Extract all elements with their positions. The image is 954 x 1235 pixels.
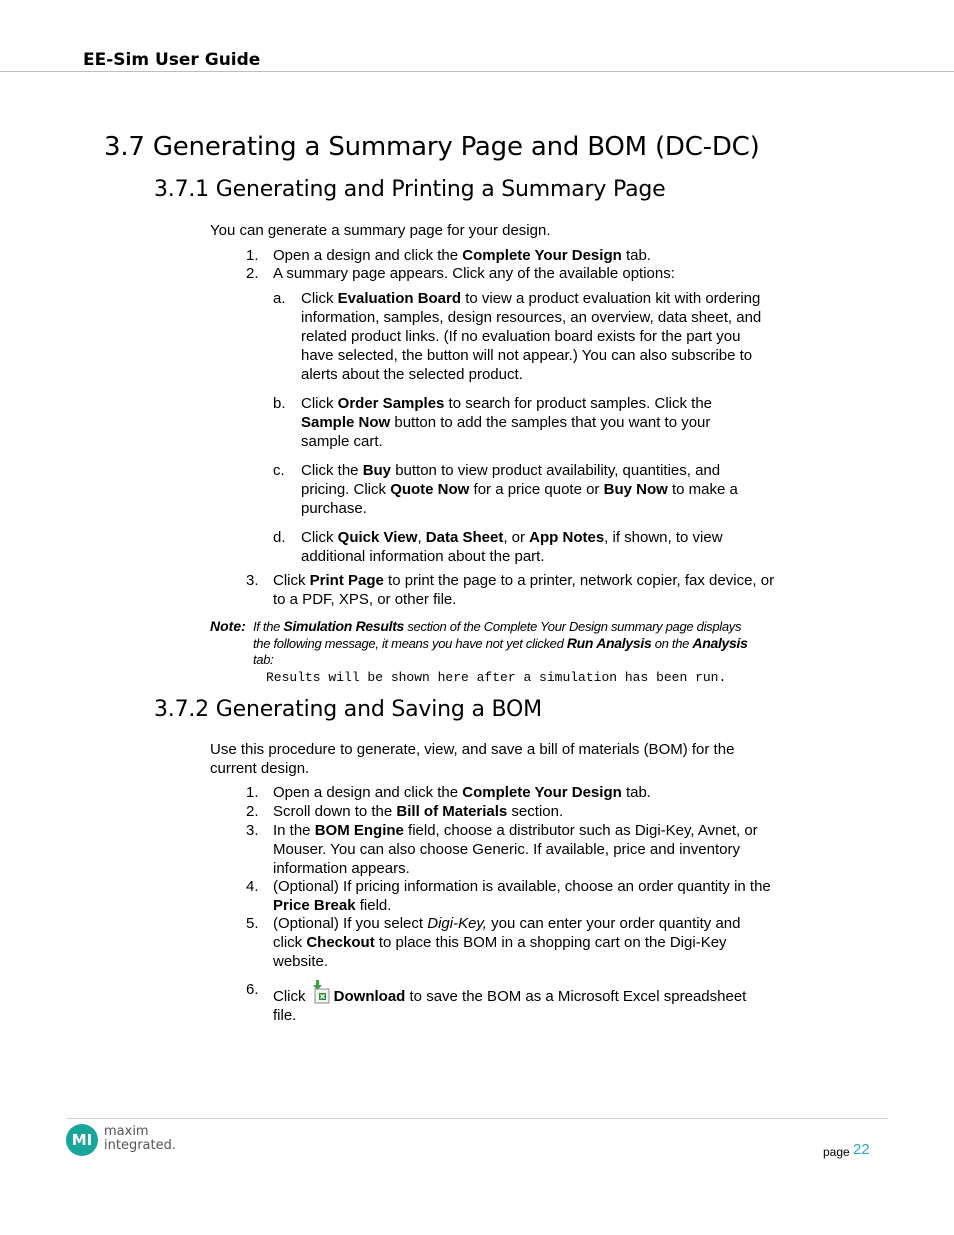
substep-label: a.	[273, 290, 286, 307]
step-number: 6.	[246, 981, 259, 998]
step-number: 2.	[246, 265, 259, 282]
section-title: 3.7 Generating a Summary Page and BOM (DC-DC)	[104, 132, 760, 162]
step-number: 3.	[246, 822, 259, 839]
header-divider	[0, 71, 954, 72]
step-text: Open a design and click the Complete Your Design tab.	[273, 784, 651, 801]
substep-text: Click Quick View, Data Sheet, or App Notes, if shown, to view additional information about the part.	[301, 529, 723, 565]
step-number: 3.	[246, 572, 259, 589]
footer-divider	[66, 1118, 888, 1119]
step-number: 5.	[246, 915, 259, 932]
step-text: (Optional) If pricing information is available, choose an order quantity in the Price Break field.	[273, 878, 771, 914]
step-number: 4.	[246, 878, 259, 895]
step-text: In the BOM Engine field, choose a distributor such as Digi-Key, Avnet, or Mouser. You can also choose Generic. If available, price and inventory information appears.	[273, 822, 758, 877]
step-text: Open a design and click the Complete Your Design tab.	[273, 247, 651, 264]
header-title: EE-Sim User Guide	[83, 50, 261, 70]
brand-text: maxim integrated.	[104, 1124, 176, 1153]
subsection-title-bom: 3.7.2 Generating and Saving a BOM	[154, 697, 542, 722]
substep-text: Click the Buy button to view product availability, quantities, and pricing. Click Quote Now for a price quote or Buy Now to make a purchase.	[301, 462, 738, 517]
step-text: A summary page appears. Click any of the available options:	[273, 265, 675, 282]
maxim-logo-icon: MI	[66, 1124, 98, 1156]
substep-label: c.	[273, 462, 285, 479]
step-number: 1.	[246, 784, 259, 801]
substep-label: b.	[273, 395, 286, 412]
substep-text: Click Evaluation Board to view a product evaluation kit with ordering information, samples, design resources, an overview, data sheet, and related product links. (If no evaluation board exists for the part you have selected, the button will not appear.) You can also subscribe to alerts about the selected product.	[301, 290, 762, 383]
step-text: Click Print Page to print the page to a printer, network copier, fax device, or to a PDF, XPS, or other file.	[273, 572, 775, 608]
step-number: 1.	[246, 247, 259, 264]
intro-bom: Use this procedure to generate, view, and save a bill of materials (BOM) for the current design.	[210, 741, 735, 777]
substep-label: d.	[273, 529, 286, 546]
step-text: (Optional) If you select Digi-Key, you can enter your order quantity and click Checkout to place this BOM in a shopping cart on the Digi-Key website.	[273, 915, 741, 970]
page-number: 22	[853, 1141, 870, 1158]
excel-download-icon	[310, 980, 331, 1004]
subsection-title-summary: 3.7.1 Generating and Printing a Summary Page	[154, 177, 666, 202]
note-code-message: Results will be shown here after a simulation has been run.	[266, 670, 727, 685]
page-label: page	[823, 1145, 850, 1159]
intro-summary: You can generate a summary page for your design.	[210, 222, 551, 239]
substep-text: Click Order Samples to search for product samples. Click the Sample Now button to add the samples that you want to your sample cart.	[301, 395, 713, 450]
step-text: Scroll down to the Bill of Materials section.	[273, 803, 564, 820]
step-number: 2.	[246, 803, 259, 820]
step-text: Click Download to save the BOM as a Microsoft Excel spreadsheet file.	[273, 980, 773, 1025]
note-label: Note:	[210, 618, 246, 634]
note-text: If the Simulation Results section of the Complete Your Design summary page displays the following message, it means you have not yet clicked Run Analysis on the Analysis tab:	[253, 618, 748, 667]
